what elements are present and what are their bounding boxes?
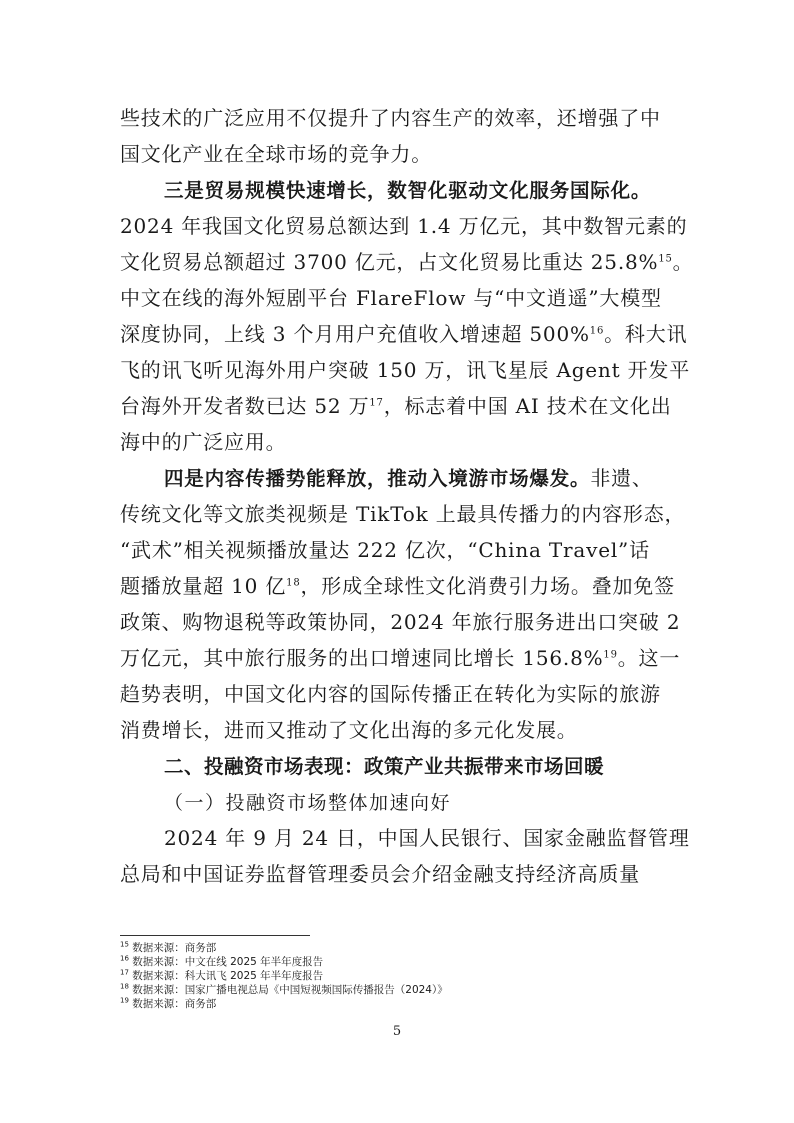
footnote-ref-16: 16 xyxy=(589,325,605,337)
subsection-heading: （一）投融资市场整体加速向好 xyxy=(164,792,452,814)
footnote-ref-19: 19 xyxy=(603,649,618,661)
footnote-ref-18: 18 xyxy=(286,577,301,589)
body-line: 国文化产业在全球市场的竞争力。 xyxy=(120,142,432,166)
footnote-ref-17: 17 xyxy=(369,397,384,409)
body-line: 飞的讯飞听见海外用户突破 150 万，讯飞星辰 Agent 开发平 xyxy=(120,358,691,382)
body-line: “武术”相关视频播放量达 222 亿次，“China Travel”话 xyxy=(120,538,650,562)
footnote-divider xyxy=(120,935,310,936)
footnote-item: $^{16}$ 数据来源：中文在线 2025 年半年度报告 xyxy=(120,954,324,968)
body-line: 2024 年我国文化贸易总额达到 1.4 万亿元，其中数智元素的 xyxy=(120,214,688,238)
footnote-item: $^{19}$ 数据来源：商务部 xyxy=(120,996,217,1010)
body-line: 2024 年 9 月 24 日，中国人民银行、国家金融监督管理 xyxy=(164,826,690,850)
footnote-item: $^{18}$ 数据来源：国家广播电视总局《中国短视频国际传播报告（2024）》 xyxy=(120,982,448,996)
body-line: 总局和中国证券监督管理委员会介绍金融支持经济高质量 xyxy=(120,862,640,886)
body-line: 些技术的广泛应用不仅提升了内容生产的效率，还增强了中 xyxy=(120,106,661,130)
body-line: 传统文化等文旅类视频是 TikTok 上最具传播力的内容形态， xyxy=(120,502,686,526)
body-line: 题播放量超 10 亿$^{18}$，形成全球性文化消费引力场。叠加免签 xyxy=(120,574,675,598)
section-lead-tourism: 四是内容传播势能释放，推动入境游市场爆发。非遗、 xyxy=(164,466,653,490)
section-lead-trade: 三是贸易规模快速增长，数智化驱动文化服务国际化。 xyxy=(164,179,652,202)
body-line: 中文在线的海外短剧平台 FlareFlow 与“中文逍遥”大模型 xyxy=(120,286,662,310)
body-line: 文化贸易总额超过 3700 亿元，占文化贸易比重达 25.8%$^{15}$。 xyxy=(120,250,694,274)
page-number: 5 xyxy=(392,1024,402,1039)
body-line: 趋势表明，中国文化内容的国际传播正在转化为实际的旅游 xyxy=(120,682,661,706)
body-line: 万亿元，其中旅行服务的出口增速同比增长 156.8%$^{19}$。这一 xyxy=(120,646,681,670)
body-line: 海中的广泛应用。 xyxy=(120,430,287,454)
footnote-ref-15: 15 xyxy=(658,253,673,265)
document-body xyxy=(120,100,694,892)
footnote-item: $^{17}$ 数据来源：科大讯飞 2025 年半年度报告 xyxy=(120,968,324,982)
footnotes xyxy=(120,941,680,1011)
section-heading: 二、投融资市场表现：政策产业共振带来市场回暖 xyxy=(164,755,605,778)
body-line: 消费增长，进而又推动了文化出海的多元化发展。 xyxy=(120,718,578,742)
footnote-item: $^{15}$ 数据来源：商务部 xyxy=(120,940,217,954)
body-line: 深度协同，上线 3 个月用户充值收入增速超 500%$^{16}$。科大讯 xyxy=(120,322,688,346)
body-line: 台海外开发者数已达 52 万$^{17}$，标志着中国 AI 技术在文化出 xyxy=(120,394,672,418)
body-line: 政策、购物退税等政策协同，2024 年旅行服务进出口突破 2 xyxy=(120,610,681,634)
